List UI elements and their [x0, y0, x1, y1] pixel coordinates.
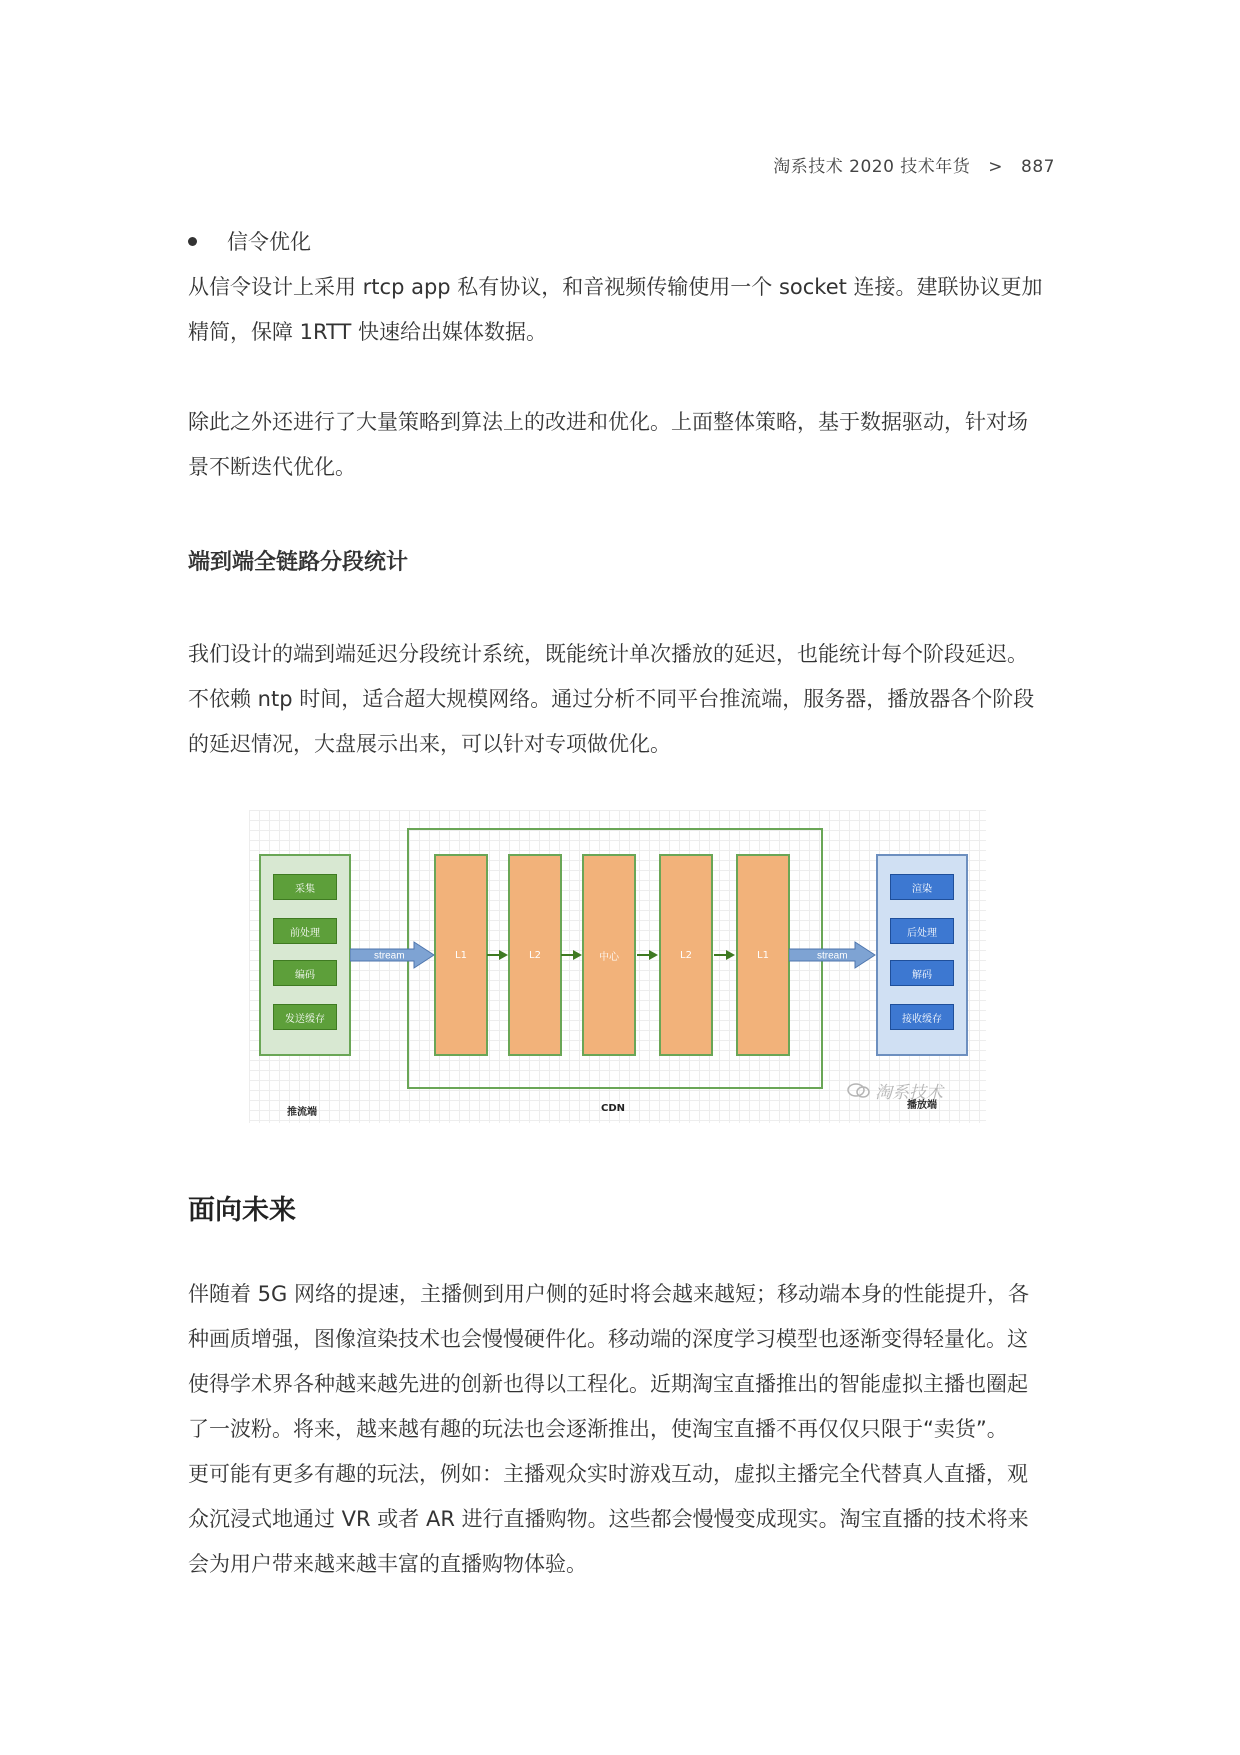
paragraph-strategy — [188, 400, 1054, 490]
cdn-node-l1-ingest: L1 — [434, 854, 488, 1056]
label-play: 播放端 — [907, 1100, 937, 1111]
paragraph-line: 不依赖 ntp 时间，适合超大规模网络。通过分析不同平台推流端，服务器，播放器各个阶段 — [188, 687, 1035, 711]
bullet-dot-icon — [188, 237, 197, 246]
push-group-box — [259, 854, 351, 1056]
cdn-node-l1-edge: L1 — [736, 854, 790, 1056]
arrow-right-icon — [714, 949, 736, 961]
paragraph-e2e — [188, 632, 1054, 767]
paragraph-signaling — [188, 265, 1054, 355]
push-step-capture: 采集 — [273, 874, 337, 900]
cdn-node-l2-edge: L2 — [659, 854, 713, 1056]
paragraph-line: 众沉浸式地通过 VR 或者 AR 进行直播购物。这些都会慢慢变成现实。淘宝直播的技术将来 — [188, 1507, 1029, 1531]
bullet-item — [188, 220, 311, 265]
paragraph-line: 精简，保障 1RTT 快速给出媒体数据。 — [188, 320, 548, 344]
play-step-render: 渲染 — [890, 874, 954, 900]
cdn-node-l2-ingest: L2 — [508, 854, 562, 1056]
watermark — [847, 1078, 943, 1103]
paragraph-line: 的延迟情况，大盘展示出来，可以针对专项做优化。 — [188, 732, 671, 756]
bullet-text: 信令优化 — [227, 230, 311, 254]
page-header — [773, 152, 1055, 177]
push-step-preprocess: 前处理 — [273, 918, 337, 944]
paragraph-line: 从信令设计上采用 rtcp app 私有协议，和音视频传输使用一个 socket 连接。建联协议更加 — [188, 275, 1043, 299]
play-step-postprocess: 后处理 — [890, 918, 954, 944]
section-heading-future: 面向未来 — [188, 1195, 296, 1226]
paragraph-line: 种画质增强，图像渲染技术也会慢慢硬件化。移动端的深度学习模型也逐渐变得轻量化。这 — [188, 1327, 1028, 1351]
push-step-encode: 编码 — [273, 960, 337, 986]
stream-label-right: stream — [817, 950, 848, 962]
play-step-receive-buffer: 接收缓存 — [890, 1004, 954, 1030]
paragraph-line: 更可能有更多有趣的玩法，例如：主播观众实时游戏互动，虚拟主播完全代替真人直播，观 — [188, 1462, 1028, 1486]
paragraph-line: 会为用户带来越来越丰富的直播购物体验。 — [188, 1552, 587, 1576]
cdn-node-center: 中心 — [582, 854, 636, 1056]
stream-arrow-left-icon — [350, 941, 436, 969]
push-step-send-buffer: 发送缓存 — [273, 1004, 337, 1030]
play-step-decode: 解码 — [890, 960, 954, 986]
paragraph-line: 使得学术界各种越来越先进的创新也得以工程化。近期淘宝直播推出的智能虚拟主播也圈起 — [188, 1372, 1028, 1396]
paragraph-line: 我们设计的端到端延迟分段统计系统，既能统计单次播放的延迟，也能统计每个阶段延迟。 — [188, 642, 1028, 666]
header-title: 淘系技术 2020 技术年货 — [773, 157, 971, 177]
arrow-right-icon — [637, 949, 659, 961]
paragraph-line: 伴随着 5G 网络的提速，主播侧到用户侧的延时将会越来越短；移动端本身的性能提升，各 — [188, 1282, 1029, 1306]
paragraph-line: 了一波粉。将来，越来越有趣的玩法也会逐渐推出，使淘宝直播不再仅仅只限于“卖货”。 — [188, 1417, 1008, 1441]
paragraph-line: 景不断迭代优化。 — [188, 455, 356, 479]
stream-arrow-right-icon — [789, 941, 877, 969]
header-separator: > — [988, 157, 1004, 177]
arrow-right-icon — [487, 949, 509, 961]
play-group-box — [876, 854, 968, 1056]
stream-label-left: stream — [374, 950, 405, 962]
section-heading-e2e: 端到端全链路分段统计 — [188, 550, 409, 575]
paragraph-future — [188, 1272, 1054, 1587]
label-cdn: CDN — [601, 1103, 626, 1114]
page-number: 887 — [1021, 157, 1055, 177]
wechat-icon — [847, 1082, 871, 1103]
paragraph-line: 除此之外还进行了大量策略到算法上的改进和优化。上面整体策略，基于数据驱动，针对场 — [188, 410, 1028, 434]
label-push: 推流端 — [287, 1107, 317, 1118]
watermark-text: 淘系技术 — [875, 1083, 943, 1103]
arrow-right-icon — [561, 949, 583, 961]
e2e-latency-diagram — [249, 810, 986, 1123]
